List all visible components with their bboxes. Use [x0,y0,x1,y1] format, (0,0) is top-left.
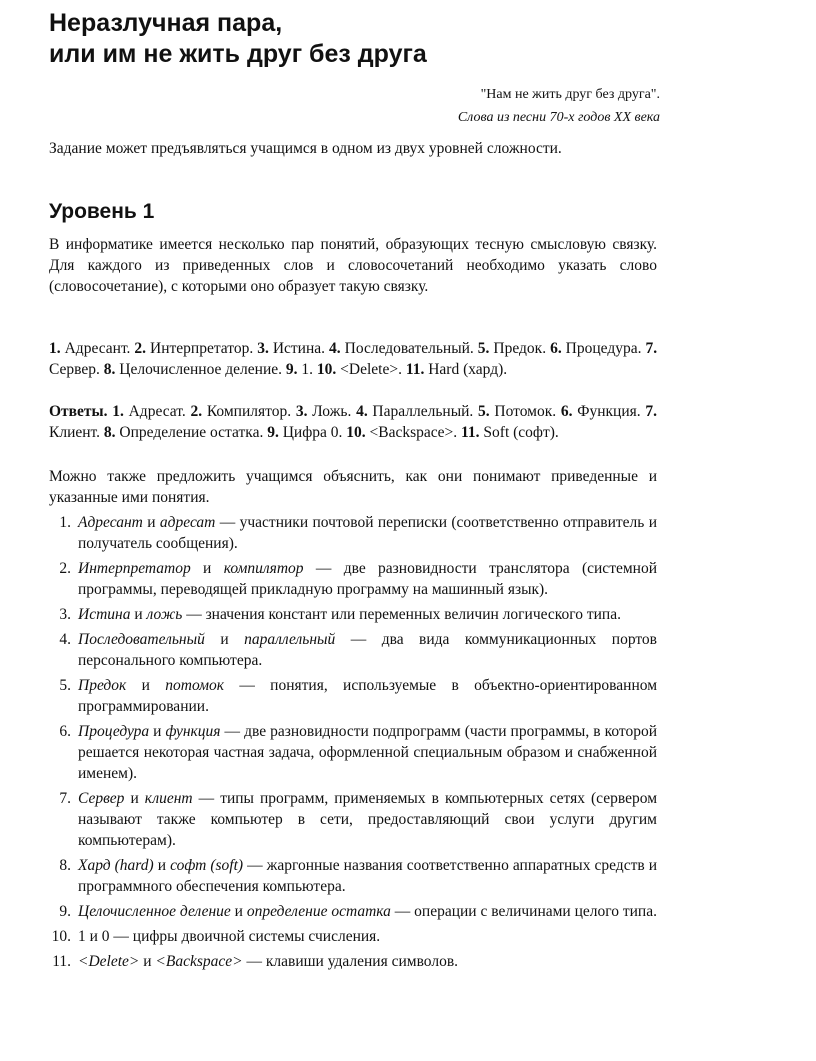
explanation-term-b: определение остатка [246,903,391,920]
answer-item-text: Потомок. [494,403,557,420]
answer-item-text: Функция. [577,403,641,420]
explanation-term-b: адресат [159,514,216,531]
explanation-term-b: клиент [144,790,193,807]
explanation-definition: — значения констант или переменных величин логического типа. [182,606,621,623]
explanation-term-b: компилятор [223,560,304,577]
explanation-definition: 1 и 0 — цифры двоичной системы счисления. [78,928,381,945]
task-item-number: 11. [405,361,425,378]
explanation-item [49,788,657,851]
task-item-text: Адресант. [64,340,131,357]
explanation-term-a: Процедура [78,723,150,740]
explanation-term-a: Истина [78,606,131,623]
explanation-number: 10 . [49,926,71,947]
explanation-term-b: ложь [146,606,183,623]
explanation-item [49,675,657,717]
explanation-definition: — две разновидности транслятора (системной программы, переводящей прикладную программу на машинный язык). [78,560,657,598]
answer-item-text: Адресат. [128,403,186,420]
task-item-text: Предок. [493,340,547,357]
explanation-number: 3 . [49,604,71,625]
explanation-definition: — два вида коммуникационных портов персонального компьютера. [78,631,657,669]
epigraph-source: Слова из песни 70-х годов XX века [457,110,660,125]
explanation-item [49,855,657,897]
explanation-item [49,629,657,671]
answer-item-number: 5. [478,403,490,420]
title-line-1: Неразлучная пара, [49,9,283,37]
answer-item-text: Ложь. [312,403,352,420]
task-item-number: 2. [134,340,147,357]
explanation-definition: — понятия, используемые в объектно-ориентированном программировании. [78,677,658,715]
answers-label: Ответы. [49,403,108,420]
explanation-term-b: <Backspace> [155,953,243,970]
task-item-number: 4. [329,340,341,357]
explanation-term-b: потомок [165,677,224,694]
explanation-conjunction: и [139,953,156,970]
explanation-definition: — жаргонные названия соответственно аппаратных средств и программного обеспечения компьютера. [78,857,658,895]
answer-item-number: 10. [346,424,366,441]
level-text: В информатике имеется несколько пар понятий, образующих тесную смысловую связку. Для каждого из приведенных слов и словосочетаний необходимо указать слово (словосочетание), с которыми оно образует такую связку. [49,236,657,295]
explanation-conjunction: и [230,903,247,920]
explanation-definition: — типы программ, применяемых в компьютерных сетях (сервером называют также компьютер в сети, предоставляющий свои услуги другим компьютерам). [78,790,658,849]
task-item-number: 3. [257,340,269,357]
task-item-number: 10. [316,361,337,378]
page-title [49,8,669,70]
explanation-conjunction: и [130,606,147,623]
title-line-2: или им не жить друг без друга [49,40,427,68]
explanation-conjunction: и [126,677,166,694]
answer-item-text: Soft (софт). [483,424,559,441]
task-item-number: 6. [550,340,562,357]
explanation-number: 7 . [49,788,71,809]
explanation-item [49,512,657,554]
explanation-item [49,901,657,922]
answer-item-text: Определение остатка. [119,424,264,441]
answer-item-text: <Backspace>. [369,424,458,441]
explanation-definition: — операции с величинами целого типа. [390,903,657,920]
tasks-paragraph [49,338,657,380]
task-item-text: Hard (хард). [428,361,508,378]
explanation-number: 6 . [49,721,71,742]
explanation-item [49,558,657,600]
explanation-term-a: Адресант [78,514,143,531]
task-item-number: 5. [477,340,490,357]
answer-item-number: 2. [190,403,203,420]
level-heading: Уровень 1 [49,200,155,223]
explanation-term-a: Целочисленное деление [78,903,231,920]
explanation-item [49,951,657,972]
explanation-term-b: софт (soft) [170,857,244,874]
explanation-number: 4 . [49,629,71,650]
answer-item-number: 8. [103,424,116,441]
explanation-conjunction: и [204,631,245,648]
explanation-item [49,926,657,947]
answer-item-number: 9. [267,424,279,441]
task-item-text: 1. [301,361,314,378]
explain-intro: Можно также предложить учащимся объяснить, как они понимают приведенные и указанные ими понятия. [49,468,657,506]
task-item-text: Целочисленное деление. [119,361,283,378]
explanation-item [49,604,657,625]
task-item-text: Интерпретатор. [150,340,254,357]
explanation-number: 5 . [49,675,71,696]
explanation-definition: — две разновидности подпрограмм (части программы, в которой решается некоторая частная задача, оформленной специальным образом и снабженной именем). [78,723,658,782]
explanation-number: 11 . [49,951,71,972]
answer-item-text: Цифра 0. [282,424,343,441]
task-item-text: Процедура. [565,340,642,357]
explanation-definition: — клавиши удаления символов. [242,953,459,970]
answer-item-text: Параллельный. [372,403,474,420]
explanation-term-a: Интерпретатор [78,560,191,577]
task-item-text: <Delete>. [340,361,402,378]
explanation-number: 8 . [49,855,71,876]
epigraph-quote: "Нам не жить друг без друга". [480,87,660,102]
answer-item-text: Компилятор. [206,403,292,420]
task-item-text: Последовательный. [344,340,474,357]
answers-paragraph [49,401,657,443]
explanation-item [49,721,657,784]
task-item-number: 1. [49,340,61,357]
explanation-number: 1 . [49,512,71,533]
answer-item-number: 6. [560,403,573,420]
explanation-conjunction: и [153,857,171,874]
explanation-definition: — участники почтовой переписки (соответственно отправитель и получатель сообщения). [78,514,658,552]
explanation-term-a: Предок [78,677,127,694]
explanation-term-a: Хард (hard) [78,857,154,874]
explanation-term-a: Сервер [78,790,125,807]
explanation-term-b: параллельный [244,631,336,648]
explanation-term-a: <Delete> [78,953,140,970]
answer-item-number: 11. [461,424,480,441]
task-item-number: 7. [645,340,658,357]
answer-item-number: 4. [356,403,368,420]
answer-item-number: 7. [645,403,657,420]
answer-item-number: 3. [295,403,308,420]
explanation-conjunction: и [190,560,224,577]
answer-item-number: 1. [112,403,124,420]
explanation-term-b: функция [165,723,221,740]
task-item-text: Истина. [272,340,326,357]
task-item-text: Сервер. [49,361,100,378]
task-item-number: 9. [285,361,298,378]
explanation-number: 2 . [49,558,71,579]
explanation-conjunction: и [124,790,145,807]
explanation-term-a: Последовательный [78,631,205,648]
explanation-conjunction: и [149,723,166,740]
explanation-conjunction: и [142,514,160,531]
explanation-number: 9 . [49,901,71,922]
explanations-list [49,512,657,976]
answer-item-text: Клиент. [49,424,101,441]
task-item-number: 8. [103,361,116,378]
intro-paragraph: Задание может предъявляться учащимся в одном из двух уровней сложности. [49,140,562,157]
